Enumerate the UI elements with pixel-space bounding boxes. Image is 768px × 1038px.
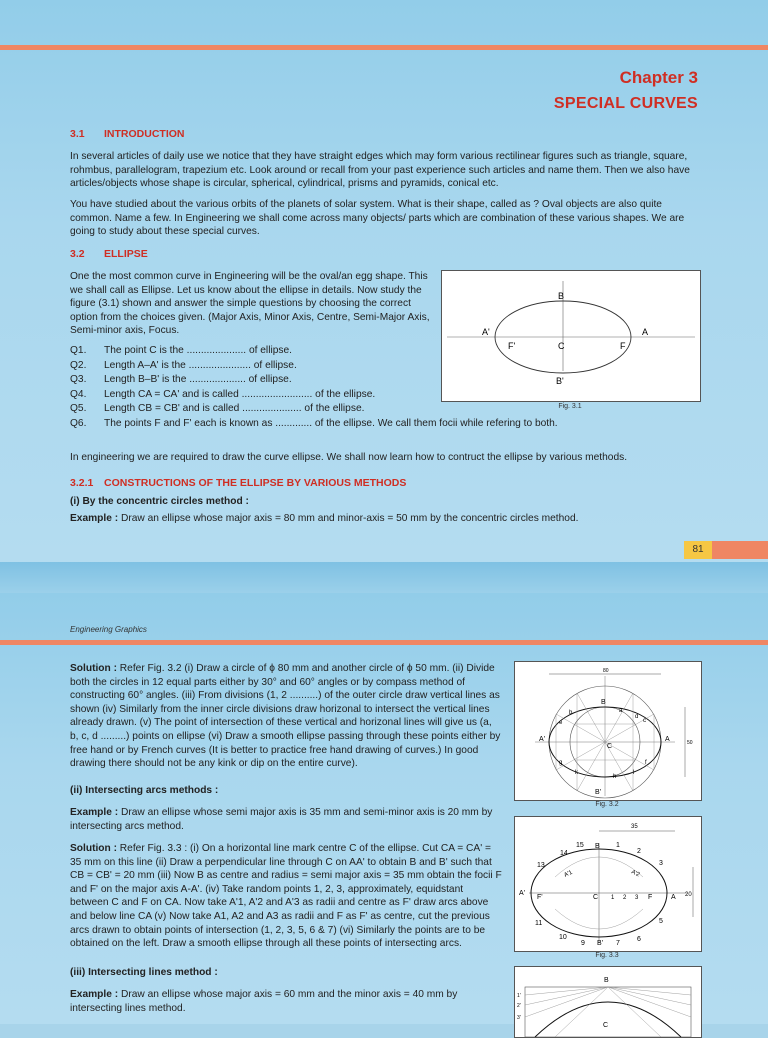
label-A-prime: A' bbox=[482, 327, 490, 337]
label-B: B bbox=[558, 291, 565, 301]
method-1-heading: (i) By the concentric circles method : bbox=[70, 496, 249, 507]
label-B: B bbox=[604, 977, 609, 984]
label-A: A bbox=[671, 894, 676, 901]
figure-3-3 bbox=[514, 816, 702, 952]
point-1: 1 bbox=[616, 842, 620, 849]
question-5: Q5. Length CB = CB' and is called ..................... of the ellipse. bbox=[70, 403, 365, 414]
dim-50: 50 bbox=[687, 740, 693, 746]
label-A-prime: A' bbox=[519, 890, 526, 897]
label-A: A bbox=[642, 327, 649, 337]
label-F-prime: F' bbox=[537, 894, 543, 901]
section-title: INTRODUCTION bbox=[104, 128, 185, 140]
point-k: k bbox=[575, 770, 578, 776]
top-rule bbox=[0, 45, 768, 50]
solution-1: Solution : Refer Fig. 3.2 (i) Draw a circle of ϕ 80 mm and another circle of ϕ 50 mm. (ii) Divide both the circles in 12 equal parts either by 30° and 60° angles or by compass method of constructing 60° angles. (iii) From divisions (1, 2 ..........) of the outer circle draw vertical lines as shown (iv) Similarly from the inner circle divisions draw horizonal to intersect the vertical lines already drawn. (v) The point of intersection of these vertical and horizonal lines will give us (a, b, c, d .........) points on ellipse (vi) Draw a smooth ellipse passing through these points either by free hand or by French curves (It is better to practice free hand drawing of curves.) In good drawing there should not be any kink or dip on the entire curve). bbox=[70, 663, 501, 770]
running-header: Engineering Graphics bbox=[70, 625, 147, 634]
point-9: 9 bbox=[581, 940, 585, 947]
label-C: C bbox=[603, 1022, 609, 1029]
label-C: C bbox=[607, 743, 613, 750]
figure-3-1-caption: Fig. 3.1 bbox=[558, 403, 582, 410]
point-11: 11 bbox=[535, 920, 543, 927]
figure-3-1 bbox=[441, 270, 701, 402]
point-5: 5 bbox=[659, 918, 663, 925]
question-3: Q3. Length B–B' is the .................... of ellipse. bbox=[70, 374, 292, 385]
label-B-prime: B' bbox=[595, 789, 602, 796]
div-1: 1 bbox=[611, 895, 615, 901]
div-3: 3 bbox=[635, 895, 639, 901]
section-number: 3.2.1 bbox=[70, 477, 94, 489]
section-title: ELLIPSE bbox=[104, 248, 148, 260]
tick-2-prime: 2' bbox=[517, 1003, 521, 1009]
method-2-heading: (ii) Intersecting arcs methods : bbox=[70, 785, 219, 796]
section-number: 3.2 bbox=[70, 248, 85, 260]
point-a: a bbox=[619, 708, 623, 714]
point-3: 3 bbox=[659, 860, 663, 867]
solution-2: Solution : Refer Fig. 3.3 : (i) On a horizontal line mark centre C of the ellipse. Cut CA = CA' = 35 mm on this line (ii) Draw a perpendicular line through C on AA' to obtain B and B' such that CB = CB' = 20 mm (iii) Now B as centre and radius = semi major axis = 35 mm obtain the focii F and F' on the major axis A-A'. (iv) Take random points 1, 2, 3, approximately, equidstant between C and F on CA. Now take A'1, A'2 and A'3 as radii and centre as F' draw arcs above and below line CA (v) Now take A1, A2 and A3 as radii and F as F' as centre, cut the previous arcs drawn to obtain points of intersection (1, 2, 3, 5, 6 & 7) (vi) Similarly the points are to be obtained on the left. Draw a smooth ellipse through all these points of intersecting arcs. bbox=[70, 843, 502, 950]
label-C: C bbox=[558, 341, 565, 351]
point-13: 13 bbox=[537, 862, 545, 869]
dim-80: 80 bbox=[603, 668, 609, 674]
section-3-2-1-heading bbox=[70, 477, 406, 489]
section-3-1-heading bbox=[70, 128, 185, 140]
point-15: 15 bbox=[576, 842, 584, 849]
label-A-prime: A' bbox=[539, 736, 546, 743]
section-title: CONSTRUCTIONS OF THE ELLIPSE BY VARIOUS METHODS bbox=[104, 477, 407, 489]
example-2: Example : Draw an ellipse whose semi major axis is 35 mm and semi-minor axis is 20 mm by intersecting arcs method. bbox=[70, 807, 493, 832]
point-g: g bbox=[559, 760, 563, 766]
label-B-prime: B' bbox=[597, 940, 604, 947]
section-number: 3.1 bbox=[70, 128, 85, 140]
dim-20: 20 bbox=[685, 892, 692, 898]
point-l: l bbox=[633, 770, 635, 776]
tick-1-prime: 1' bbox=[517, 993, 521, 999]
intersecting-lines-diagram bbox=[515, 967, 701, 1037]
section-3-2-heading bbox=[70, 248, 148, 260]
question-4: Q4. Length CA = CA' and is called ......................... of the ellipse. bbox=[70, 388, 376, 400]
figure-3-3-caption: Fig. 3.3 bbox=[595, 952, 619, 959]
point-e: e bbox=[559, 720, 563, 726]
question-1: Q1. The point C is the ..................... of ellipse. bbox=[70, 345, 292, 356]
label-F: F bbox=[620, 341, 626, 351]
label-B-prime: B' bbox=[556, 376, 564, 386]
ellipse-diagram bbox=[442, 271, 700, 401]
question-2: Q2. Length A–A' is the ...................... of ellipse. bbox=[70, 359, 297, 371]
label-A: A bbox=[665, 736, 670, 743]
figure-3-4 bbox=[514, 966, 702, 1038]
label-B: B bbox=[595, 843, 600, 850]
point-6: 6 bbox=[637, 936, 641, 943]
point-d: d bbox=[635, 714, 639, 720]
concentric-circles-diagram bbox=[515, 662, 701, 800]
construct-intro: In engineering we are required to draw the curve ellipse. We shall now learn how to contruct the ellipse by various methods. bbox=[70, 452, 628, 463]
intro-paragraph-1: In several articles of daily use we notice that they have straight edges which may form various rectilinear figures such as triangle, square, rohmbus, parallelogram, trapezium etc. Look around or recall from your past experience such articles and name them. Then we also have articles/objects whose shape is circular, spherical, cylindrical, prisms and pyramids, conical etc. bbox=[70, 151, 690, 190]
label-F: F bbox=[648, 894, 653, 901]
page-number: 81 bbox=[684, 541, 712, 559]
method-3-heading: (iii) Intersecting lines method : bbox=[70, 967, 218, 978]
figure-3-2 bbox=[514, 661, 702, 801]
label-C: C bbox=[593, 894, 599, 901]
page-number-bar bbox=[712, 541, 768, 559]
point-14: 14 bbox=[560, 850, 568, 857]
point-c: c bbox=[643, 718, 646, 724]
dim-35: 35 bbox=[631, 824, 638, 830]
label-F-prime: F' bbox=[508, 341, 516, 351]
intro-paragraph-2: You have studied about the various orbits of the planets of solar system. What is their shape, called as ? Oval objects are also quite common. Name a few. In Engineering we shall come across many objects/ parts which are combination of these various shapes. We are going to study about these special curves. bbox=[70, 199, 685, 238]
page-gap bbox=[0, 562, 768, 593]
point-b: b bbox=[569, 710, 573, 716]
example-3: Example : Draw an ellipse whose major axis = 60 mm and the minor axis = 40 mm by intersecting lines method. bbox=[70, 989, 458, 1014]
chapter-title: SPECIAL CURVES bbox=[553, 95, 698, 112]
chapter-label: Chapter 3 bbox=[619, 68, 698, 87]
point-7: 7 bbox=[616, 940, 620, 947]
point-2: 2 bbox=[637, 848, 641, 855]
figure-3-2-caption: Fig. 3.2 bbox=[595, 801, 619, 808]
point-10: 10 bbox=[559, 934, 567, 941]
point-h: h bbox=[613, 774, 617, 780]
intersecting-arcs-diagram bbox=[515, 817, 701, 951]
tick-3-prime: 3' bbox=[517, 1015, 521, 1021]
top-rule bbox=[0, 640, 768, 645]
arc-label-a1: A'1 bbox=[563, 869, 574, 879]
arc-label-a2: A'2 bbox=[630, 869, 641, 879]
point-f: f bbox=[645, 760, 647, 766]
example-1: Example : Draw an ellipse whose major axis = 80 mm and minor-axis = 50 mm by the concentric circles method. bbox=[70, 513, 579, 524]
div-2: 2 bbox=[623, 895, 627, 901]
question-6: Q6. The points F and F' each is known as ............. of the ellipse. We call them focii while refering to both. bbox=[70, 417, 558, 429]
ellipse-paragraph: One the most common curve in Engineering will be the oval/an egg shape. This we shall call as Ellipse. Let us know about the ellipse in details. Now study the figure (3.1) shown and answer the simple questions by choosing the correct option from the choices given. (Major Axis, Minor Axis, Centre, Semi-Major Axis, Semi-minor axis, Focus. bbox=[70, 271, 430, 337]
label-B: B bbox=[601, 699, 606, 706]
